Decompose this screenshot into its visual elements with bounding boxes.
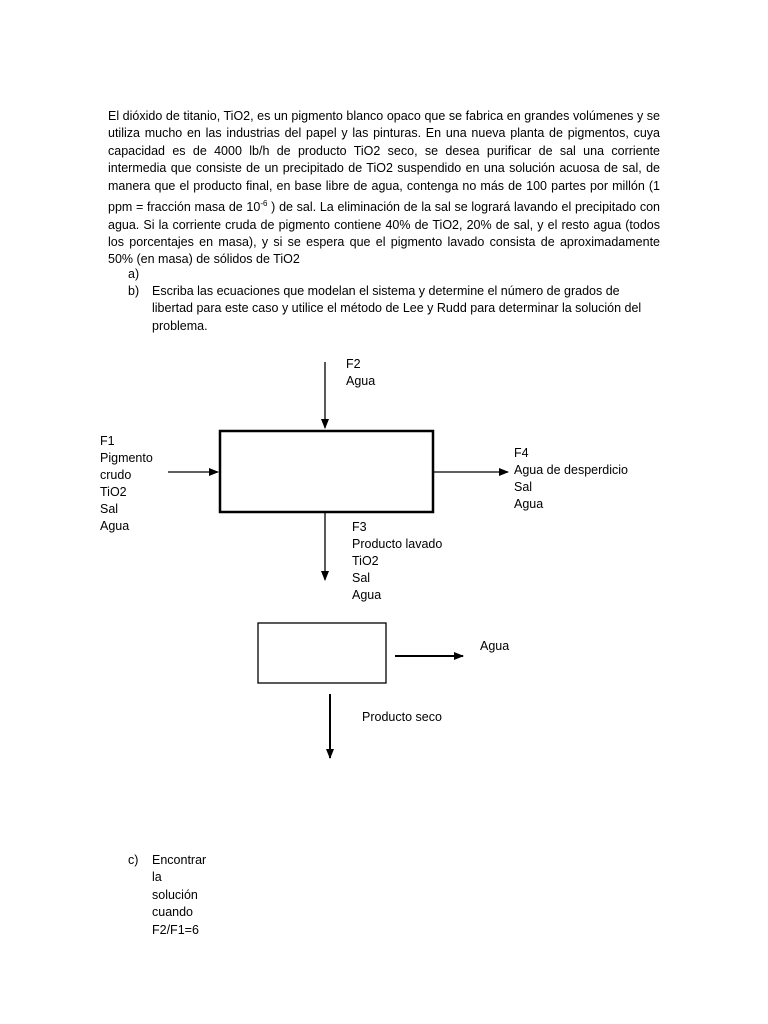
stream-label-line: Sal	[352, 571, 371, 585]
stream-label-line: F2	[346, 357, 361, 371]
item-a-label: a)	[128, 267, 140, 281]
water-out-label	[480, 638, 509, 655]
stream-label-line: crudo	[100, 468, 132, 482]
stream-label-line: Agua	[514, 497, 544, 511]
stream-label-line: Producto seco	[362, 710, 442, 724]
f1-label	[100, 433, 153, 535]
stream-label-line: Agua	[100, 519, 130, 533]
item-b-line: libertad para este caso y utilice el método de Lee y Rudd para determinar la solución del	[152, 301, 642, 316]
stream-label-line: Agua	[346, 374, 376, 388]
stream-label-line: Agua de desperdicio	[514, 463, 628, 477]
f2-label	[346, 356, 375, 390]
item-b-label: b)	[128, 284, 140, 298]
f4-label	[514, 445, 628, 513]
stream-label-line: Agua	[352, 588, 382, 602]
stream-label-line: Sal	[514, 480, 533, 494]
stream-label-line: Sal	[100, 502, 119, 516]
exponent: -6	[260, 199, 268, 209]
item-b-line: Escriba las ecuaciones que modelan el sistema y determine el número de grados de	[152, 284, 620, 298]
stream-label-line: TiO2	[352, 554, 379, 568]
stream-label-line: Pigmento	[100, 451, 153, 465]
problem-text-part-1: El dióxido de titanio, TiO2, es un pigmento blanco opaco que se fabrica en grandes volúmenes y se utiliza mucho en las industrias del papel y las pinturas. En una nueva planta de pigmentos, cuya capacidad es de 4000 lb/h de producto TiO2 seco, se desea purificar de sal una corriente intermedia que consiste de un precipitado de TiO2 suspendido en una solución acuosa de sal, de manera que el producto final, en base libre de agua, contenga no más de 100 partes por millón (1 ppm = fracción masa de 10	[108, 109, 660, 215]
stream-label-line: F1	[100, 434, 115, 448]
item-c-label: c)	[128, 853, 139, 867]
item-c-text: Encontrar la solución cuando F2/F1=6	[152, 853, 207, 937]
f3-label	[352, 519, 442, 604]
washer-unit	[220, 431, 433, 512]
stream-label-line: Agua	[480, 639, 510, 653]
dryer-unit	[258, 623, 386, 683]
stream-label-line: Producto lavado	[352, 537, 443, 551]
stream-label-line: F4	[514, 446, 529, 460]
stream-label-line: F3	[352, 520, 367, 534]
item-b-line: problema.	[152, 318, 208, 333]
problem-text-part-2: ) de sal. La eliminación de la sal se logrará lavando el precipitado con agua. Si la corriente cruda de pigmento contiene 40% de TiO2, 20% de sal, y el resto agua (todos los porcentajes en masa), y si se espera que el pigmento lavado consista de aproximadamente 50% (en masa) de sólidos de TiO2	[108, 200, 660, 267]
dry-product-label	[362, 709, 442, 726]
stream-label-line: TiO2	[100, 485, 127, 499]
